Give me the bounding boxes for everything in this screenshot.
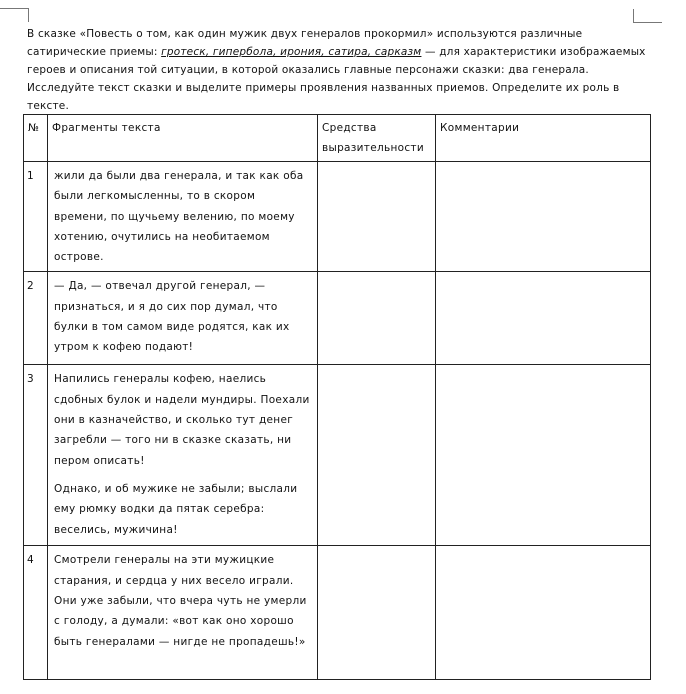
intro-text-before: В сказке «Повесть о том, как один мужик двух генералов прокормил» используются различные сатирические приемы: [27, 28, 583, 58]
row-number: 2 [24, 272, 48, 365]
fragment-paragraph: Однако, и об мужике не забыли; выслали ему рюмку водки да пятак серебра: веселись, мужичина! [54, 482, 298, 536]
header-comments: Комментарии [436, 115, 651, 162]
fragment-cell [48, 272, 318, 365]
row-number: 3 [24, 365, 48, 546]
means-cell[interactable] [318, 162, 436, 272]
comments-cell[interactable] [436, 272, 651, 365]
fragment-paragraph: — Да, — отвечал другой генерал, — признаться, и я до сих пор думал, что булки в том самом виде родятся, как их утром к кофею подают! [54, 280, 290, 354]
intro-text-after: — для характеристики изображаемых героев и описания той ситуации, в которой оказались главные персонажи сказки: два генерала. Исследуйте текст сказки и выделите примеры проявления названных приемов. Определите их роль в тексте. [27, 46, 646, 112]
intro-devices-highlight: гротеск, гипербола, ирония, сатира, сарказм [161, 46, 422, 58]
table-row [24, 546, 651, 680]
page-corner-mark-right [633, 9, 662, 23]
fragment-paragraph: жили да были два генерала, и так как оба были легкомысленны, то в скором времени, по щучьему велению, по моему хотению, очутились на необитаемом острове. [54, 170, 304, 264]
table-row [24, 162, 651, 272]
means-cell[interactable] [318, 546, 436, 680]
means-cell[interactable] [318, 272, 436, 365]
comments-cell[interactable] [436, 365, 651, 546]
header-num: № [24, 115, 48, 162]
fragment-paragraph: Смотрели генералы на эти мужицкие старания, и сердца у них весело играли. Они уже забыли, что вчера чуть не умерли с голоду, а думали: «вот как оно хорошо быть генералами — нигде не пропадешь!» [54, 554, 307, 648]
row-number: 1 [24, 162, 48, 272]
fragment-paragraph: Напились генералы кофею, наелись сдобных булок и надели мундиры. Поехали они в казначейство, и сколько тут денег загребли — того ни в сказке сказать, ни пером описать! [54, 373, 310, 467]
task-intro [27, 25, 652, 115]
analysis-table [23, 114, 651, 680]
fragment-cell [48, 546, 318, 680]
header-means: Средства выразительности [318, 115, 436, 162]
page-corner-mark-left [0, 8, 29, 22]
fragment-cell [48, 365, 318, 546]
means-cell[interactable] [318, 365, 436, 546]
comments-cell[interactable] [436, 546, 651, 680]
fragment-cell [48, 162, 318, 272]
row-number: 4 [24, 546, 48, 680]
comments-cell[interactable] [436, 162, 651, 272]
header-fragments: Фрагменты текста [48, 115, 318, 162]
table-header-row [24, 115, 651, 162]
table-row [24, 272, 651, 365]
table-row [24, 365, 651, 546]
